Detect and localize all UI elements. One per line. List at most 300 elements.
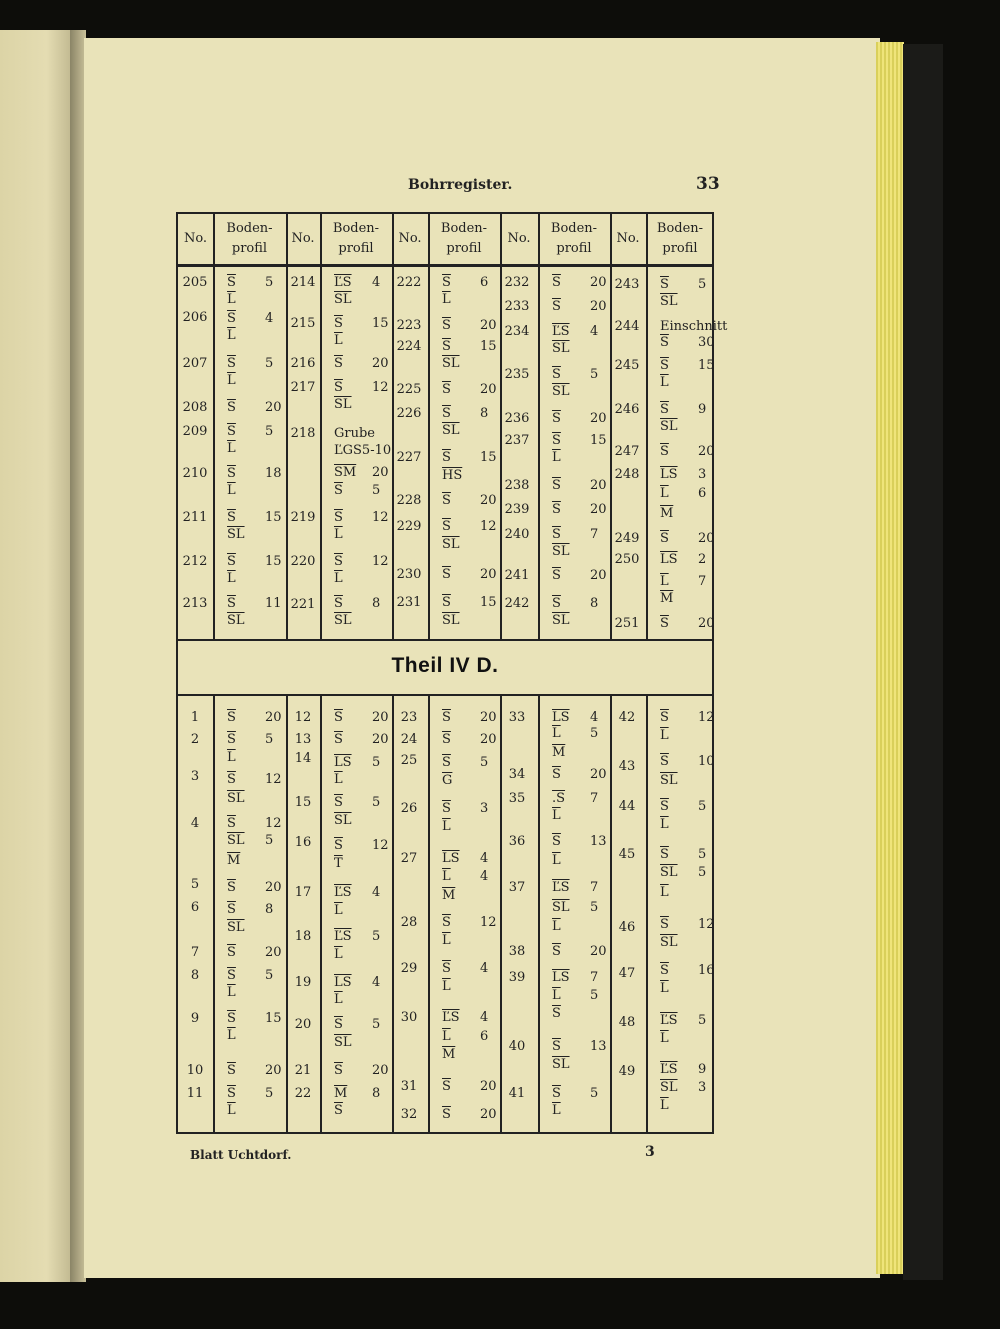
soil-code: $\overline{S}$ bbox=[442, 450, 451, 465]
column-header-profile: Boden- profil bbox=[550, 221, 598, 256]
soil-code: $\overline{SL}$ bbox=[552, 613, 570, 628]
soil-code: $\overline{L}$ bbox=[442, 933, 451, 948]
boring-number: 248 bbox=[614, 467, 640, 482]
soil-profile-entry bbox=[442, 820, 472, 834]
soil-code: $\overline{S}$ bbox=[442, 339, 451, 354]
depth-value: 12 bbox=[372, 380, 389, 395]
soil-code: $\overline{L}$ bbox=[334, 333, 343, 348]
column-rule bbox=[538, 694, 540, 1134]
soil-profile-entry bbox=[660, 507, 690, 521]
boring-number: 238 bbox=[504, 478, 530, 493]
soil-code: $\overline{S}$ bbox=[552, 299, 561, 314]
boring-number: 38 bbox=[508, 944, 526, 959]
soil-code: $\overline{L}$ bbox=[660, 728, 669, 743]
boring-number: 37 bbox=[508, 880, 526, 895]
boring-number: 19 bbox=[294, 975, 312, 990]
soil-code: $\overline{LS}$ bbox=[334, 755, 352, 770]
depth-value: 20 bbox=[480, 318, 497, 333]
soil-profile-entry bbox=[552, 1040, 607, 1054]
soil-code: $\overline{M}$ bbox=[660, 591, 674, 606]
soil-profile-entry bbox=[442, 962, 488, 976]
soil-code: $\overline{S}$ bbox=[227, 554, 236, 569]
boring-number: 41 bbox=[508, 1086, 526, 1101]
depth-value: 4 bbox=[372, 885, 381, 900]
depth-value: 15 bbox=[265, 510, 282, 525]
soil-profile-entry bbox=[552, 1104, 582, 1118]
soil-code: $\overline{SL}$ bbox=[334, 292, 352, 307]
soil-profile-entry bbox=[660, 1063, 706, 1077]
soil-profile-entry bbox=[660, 964, 715, 978]
depth-value: 15 bbox=[480, 450, 497, 465]
boring-number: 43 bbox=[618, 759, 636, 774]
soil-code: $\overline{S}$ bbox=[334, 510, 343, 525]
soil-code: $\overline{S}$ bbox=[227, 1086, 236, 1101]
soil-code: $\overline{S}$ bbox=[227, 772, 236, 787]
soil-profile-entry bbox=[552, 412, 607, 426]
soil-profile-entry bbox=[334, 528, 364, 542]
soil-code: $\overline{SL}$ bbox=[334, 613, 352, 628]
soil-code: $\overline{S}$ bbox=[442, 567, 451, 582]
depth-value: 12 bbox=[265, 772, 282, 787]
soil-code: $\overline{L}$ bbox=[334, 571, 343, 586]
depth-value: 5 bbox=[590, 988, 599, 1003]
boring-number: 207 bbox=[182, 356, 208, 371]
soil-code: $\overline{S}$ bbox=[660, 616, 669, 631]
soil-profile-entry bbox=[552, 325, 598, 339]
boring-number: 232 bbox=[504, 275, 530, 290]
soil-profile-entry bbox=[442, 1108, 497, 1122]
boring-number: 11 bbox=[186, 1086, 204, 1101]
soil-profile-entry bbox=[552, 597, 598, 611]
soil-profile-entry bbox=[552, 1007, 582, 1021]
soil-profile-entry bbox=[660, 359, 715, 373]
soil-profile-entry bbox=[227, 946, 282, 960]
soil-code: $\overline{S}$ bbox=[552, 433, 561, 448]
depth-value: 20 bbox=[698, 531, 715, 546]
soil-code: $\overline{S}$ bbox=[552, 502, 561, 517]
soil-code: $\overline{S}$ bbox=[334, 732, 343, 747]
boring-number: 29 bbox=[400, 961, 418, 976]
soil-profile-entry bbox=[442, 1011, 488, 1025]
soil-profile-entry bbox=[227, 614, 257, 628]
soil-code: $\overline{S}$ bbox=[227, 466, 236, 481]
soil-profile-entry bbox=[660, 532, 715, 546]
soil-code: $\overline{S}$ bbox=[334, 1063, 343, 1078]
soil-code: $\overline{S}$ bbox=[442, 1079, 451, 1094]
soil-code: $\overline{T}$ bbox=[334, 856, 343, 871]
soil-profile-entry bbox=[334, 276, 380, 290]
boring-number: 240 bbox=[504, 527, 530, 542]
soil-code: $\overline{S}$ bbox=[227, 902, 236, 917]
soil-code: $\overline{S}$ bbox=[552, 568, 561, 583]
depth-value: 5 bbox=[372, 483, 381, 498]
depth-value: 6 bbox=[480, 275, 489, 290]
boring-number: 224 bbox=[396, 339, 422, 354]
depth-value: 20 bbox=[265, 400, 282, 415]
soil-code: $\overline{M}$ bbox=[660, 506, 674, 521]
soil-profile-entry bbox=[442, 451, 497, 465]
soil-code: $\overline{L}$ bbox=[227, 292, 236, 307]
soil-profile-entry bbox=[552, 854, 582, 868]
depth-value: 12 bbox=[480, 519, 497, 534]
soil-profile-entry bbox=[552, 528, 598, 542]
page-number: 33 bbox=[696, 174, 720, 194]
column-header-no: No. bbox=[291, 231, 315, 246]
boring-number: 221 bbox=[290, 597, 316, 612]
soil-profile-entry bbox=[442, 357, 472, 371]
depth-value: 12 bbox=[480, 915, 497, 930]
soil-code: $\overline{L}$ bbox=[660, 1098, 669, 1113]
depth-value: 4 bbox=[480, 961, 489, 976]
column-header-no: No. bbox=[616, 231, 640, 246]
soil-profile-entry bbox=[334, 886, 380, 900]
soil-code: $\overline{M}$ bbox=[442, 1047, 456, 1062]
soil-code: $\overline{L}$ bbox=[660, 817, 669, 832]
footer-signature: 3 bbox=[645, 1144, 655, 1160]
soil-profile-entry bbox=[334, 466, 389, 480]
depth-value: 20 bbox=[480, 493, 497, 508]
boring-number: 32 bbox=[400, 1107, 418, 1122]
boring-number: 31 bbox=[400, 1079, 418, 1094]
depth-value: 20 bbox=[480, 382, 497, 397]
boring-number: 230 bbox=[396, 567, 422, 582]
soil-code: $\overline{S}$ bbox=[442, 406, 451, 421]
soil-profile-entry bbox=[227, 817, 282, 831]
soil-profile-entry bbox=[660, 487, 706, 501]
soil-profile-entry bbox=[334, 773, 364, 787]
depth-value: 20 bbox=[590, 275, 607, 290]
depth-value: 8 bbox=[372, 1086, 381, 1101]
depth-value: 3 bbox=[480, 801, 489, 816]
soil-code: $\overline{LS}$ bbox=[660, 552, 678, 567]
boring-number: 3 bbox=[190, 769, 200, 784]
soil-profile-entry bbox=[227, 467, 282, 481]
soil-profile-entry bbox=[334, 334, 364, 348]
soil-profile-entry bbox=[227, 1064, 282, 1078]
boring-number: 49 bbox=[618, 1064, 636, 1079]
soil-profile-entry bbox=[660, 711, 715, 725]
soil-code: $\overline{S}$ bbox=[660, 847, 669, 862]
boring-number: 14 bbox=[294, 751, 312, 766]
depth-value: 5 bbox=[698, 277, 707, 292]
boring-number: 228 bbox=[396, 493, 422, 508]
soil-code: $\overline{SL}$ bbox=[334, 813, 352, 828]
depth-value: 5 bbox=[698, 847, 707, 862]
soil-profile-entry bbox=[660, 886, 690, 900]
soil-code: $\overline{S}$ bbox=[660, 444, 669, 459]
depth-value: 5 bbox=[265, 356, 274, 371]
depth-value: 11 bbox=[265, 596, 282, 611]
depth-value: 5 bbox=[265, 275, 274, 290]
soil-profile-entry bbox=[660, 336, 715, 350]
soil-profile-entry bbox=[442, 407, 488, 421]
soil-profile-entry bbox=[660, 848, 706, 862]
soil-code: $\overline{SL}$ bbox=[442, 613, 460, 628]
boring-number: 239 bbox=[504, 502, 530, 517]
depth-value: 9 bbox=[698, 402, 707, 417]
boring-number: 7 bbox=[190, 945, 200, 960]
soil-profile-entry bbox=[442, 520, 497, 534]
column-header-no: No. bbox=[183, 231, 208, 246]
boring-number: 23 bbox=[400, 710, 418, 725]
boring-number: 249 bbox=[614, 531, 640, 546]
soil-profile-entry bbox=[660, 403, 706, 417]
soil-code: $\overline{L}$ bbox=[442, 869, 451, 884]
soil-profile-entry bbox=[660, 420, 690, 434]
soil-code: $\overline{M}$ bbox=[442, 888, 456, 903]
boring-number: 231 bbox=[396, 595, 422, 610]
depth-value: 5 bbox=[372, 795, 381, 810]
soil-profile-entry bbox=[227, 528, 257, 542]
soil-profile-entry bbox=[334, 857, 364, 871]
soil-code: $\overline{SL}$ bbox=[552, 384, 570, 399]
soil-profile-entry bbox=[552, 971, 598, 985]
soil-code: $\overline{S}$ bbox=[552, 1086, 561, 1101]
soil-profile-entry bbox=[660, 774, 690, 788]
depth-value: 12 bbox=[698, 710, 715, 725]
soil-profile-entry bbox=[660, 936, 690, 950]
soil-code: $\overline{S}$ bbox=[552, 834, 561, 849]
soil-profile-entry bbox=[660, 1032, 690, 1046]
soil-profile-entry bbox=[334, 398, 364, 412]
soil-code: $\overline{L}$ bbox=[227, 483, 236, 498]
soil-profile-entry bbox=[552, 545, 582, 559]
soil-code: $\overline{S}$ bbox=[552, 478, 561, 493]
soil-code: $\overline{ĽS}$ bbox=[442, 1010, 460, 1025]
depth-value: 8 bbox=[265, 902, 274, 917]
boring-number: 16 bbox=[294, 835, 312, 850]
soil-profile-entry bbox=[334, 976, 380, 990]
soil-code: $\overline{L}$ bbox=[227, 1028, 236, 1043]
soil-profile-entry bbox=[660, 575, 706, 589]
soil-code: $\overline{S}$ bbox=[660, 358, 669, 373]
soil-code: $\overline{M}$ bbox=[334, 1086, 348, 1101]
soil-code: $\overline{L}$ bbox=[334, 772, 343, 787]
soil-profile-entry bbox=[334, 444, 391, 458]
boring-number: 242 bbox=[504, 596, 530, 611]
left-page bbox=[0, 30, 78, 1282]
column-rule bbox=[428, 214, 430, 639]
page-edges bbox=[876, 42, 904, 1274]
soil-code: $\overline{S}$ bbox=[442, 915, 451, 930]
soil-profile-entry bbox=[334, 614, 364, 628]
soil-code: $\overline{S}$ bbox=[334, 316, 343, 331]
soil-code: $\overline{S}$ bbox=[227, 596, 236, 611]
soil-profile-entry bbox=[442, 1048, 472, 1062]
depth-value: 5 bbox=[590, 367, 599, 382]
depth-value: 5 bbox=[372, 929, 381, 944]
soil-code: $\overline{L}$ bbox=[552, 1103, 561, 1118]
depth-value: 20 bbox=[590, 299, 607, 314]
soil-code: $\overline{SL}$ bbox=[227, 920, 245, 935]
depth-value: 20 bbox=[480, 567, 497, 582]
soil-profile-entry bbox=[552, 385, 582, 399]
soil-profile-entry bbox=[227, 357, 273, 371]
soil-code: $\overline{SL}$ bbox=[227, 791, 245, 806]
soil-profile-entry bbox=[552, 503, 607, 517]
soil-profile-entry bbox=[227, 442, 257, 456]
soil-code: $\overline{S}$ bbox=[442, 382, 451, 397]
depth-value: 5 bbox=[372, 1017, 381, 1032]
soil-code: Grube bbox=[334, 426, 375, 441]
boring-number: 1 bbox=[190, 710, 200, 725]
soil-code: $\overline{L}$ bbox=[660, 981, 669, 996]
soil-profile-entry bbox=[334, 1064, 389, 1078]
soil-profile-entry bbox=[552, 1058, 582, 1072]
depth-value: 5 bbox=[590, 726, 599, 741]
boring-number: 46 bbox=[618, 920, 636, 935]
boring-number: 245 bbox=[614, 358, 640, 373]
soil-code: $\overline{S}$ bbox=[227, 356, 236, 371]
soil-profile-entry bbox=[334, 555, 389, 569]
depth-value: 15 bbox=[265, 1011, 282, 1026]
boring-number: 27 bbox=[400, 851, 418, 866]
boring-number: 210 bbox=[182, 466, 208, 481]
column-header-profile: Boden- profil bbox=[332, 221, 380, 256]
depth-value: 16 bbox=[698, 963, 715, 978]
depth-value: 5 bbox=[265, 968, 274, 983]
soil-code: .S bbox=[552, 791, 566, 806]
depth-value: 20 bbox=[480, 1079, 497, 1094]
soil-code: $\overline{SL}$ bbox=[552, 544, 570, 559]
soil-profile-entry bbox=[227, 312, 273, 326]
column-rule bbox=[320, 694, 322, 1134]
soil-code: Einschnitt bbox=[660, 319, 728, 334]
depth-value: 4 bbox=[480, 851, 489, 866]
depth-value: 20 bbox=[698, 616, 715, 631]
soil-code: $\overline{S}$ bbox=[334, 483, 343, 498]
soil-code: ĽGS5-10 bbox=[334, 443, 392, 458]
depth-value: 7 bbox=[590, 970, 599, 985]
soil-code: $\overline{S}$ bbox=[334, 710, 343, 725]
soil-code: $\overline{S}$ bbox=[660, 963, 669, 978]
depth-value: 8 bbox=[480, 406, 489, 421]
soil-profile-entry bbox=[552, 711, 598, 725]
soil-profile-entry bbox=[442, 980, 472, 994]
soil-profile-entry bbox=[552, 809, 582, 823]
soil-profile-entry bbox=[227, 711, 282, 725]
depth-value: 20 bbox=[265, 945, 282, 960]
boring-number: 247 bbox=[614, 444, 640, 459]
soil-profile-entry bbox=[660, 755, 715, 769]
boring-number: 250 bbox=[614, 552, 640, 567]
soil-code: $\overline{LS}$ bbox=[334, 975, 352, 990]
depth-value: 6 bbox=[698, 486, 707, 501]
soil-profile-entry bbox=[334, 993, 364, 1007]
depth-value: 15 bbox=[480, 595, 497, 610]
boring-number: 6 bbox=[190, 900, 200, 915]
soil-code: $\overline{S}$ bbox=[660, 277, 669, 292]
soil-code: $\overline{SL}$ bbox=[660, 1080, 678, 1095]
soil-profile-entry bbox=[660, 1099, 690, 1113]
soil-profile-entry bbox=[334, 1087, 380, 1101]
boring-number: 208 bbox=[182, 400, 208, 415]
boring-number: 36 bbox=[508, 834, 526, 849]
boring-number: 28 bbox=[400, 915, 418, 930]
soil-profile-entry bbox=[442, 276, 488, 290]
soil-profile-entry bbox=[334, 948, 364, 962]
soil-profile-entry bbox=[227, 374, 257, 388]
soil-code: $\overline{SL}$ bbox=[334, 397, 352, 412]
soil-code: $\overline{S}$ bbox=[227, 400, 236, 415]
soil-code: $\overline{S}$ bbox=[227, 968, 236, 983]
soil-profile-entry bbox=[660, 982, 690, 996]
depth-value: 4 bbox=[590, 324, 599, 339]
depth-value: 20 bbox=[372, 465, 389, 480]
depth-value: 30 bbox=[698, 335, 715, 350]
soil-code: $\overline{S}$ bbox=[442, 275, 451, 290]
boring-number: 2 bbox=[190, 732, 200, 747]
soil-code: $\overline{L}$ bbox=[334, 527, 343, 542]
boring-number: 22 bbox=[294, 1086, 312, 1101]
depth-value: 5 bbox=[698, 865, 707, 880]
soil-profile-entry bbox=[552, 614, 582, 628]
soil-profile-entry bbox=[227, 834, 273, 848]
soil-profile-entry bbox=[660, 295, 690, 309]
depth-value: 20 bbox=[265, 880, 282, 895]
soil-profile-entry bbox=[442, 424, 472, 438]
boring-number: 234 bbox=[504, 324, 530, 339]
soil-profile-entry bbox=[227, 773, 282, 787]
depth-value: 8 bbox=[372, 596, 381, 611]
depth-value: 8 bbox=[590, 596, 599, 611]
soil-code: $\overline{ĽS}$ bbox=[552, 324, 570, 339]
boring-number: 39 bbox=[508, 970, 526, 985]
depth-value: 20 bbox=[372, 1063, 389, 1078]
soil-code: $\overline{L}$ bbox=[660, 574, 669, 589]
soil-code: $\overline{ĽS}$ bbox=[552, 880, 570, 895]
soil-profile-entry bbox=[334, 796, 380, 810]
footer-sheet-name: Blatt Uchtdorf. bbox=[190, 1148, 292, 1162]
soil-code: $\overline{L}$ bbox=[660, 486, 669, 501]
soil-code: $\overline{SL}$ bbox=[227, 833, 245, 848]
soil-code: $\overline{L}$ bbox=[334, 947, 343, 962]
soil-code: $\overline{S}$ bbox=[227, 311, 236, 326]
soil-code: $\overline{SL}$ bbox=[660, 294, 678, 309]
section-divider-bottom bbox=[178, 694, 712, 696]
soil-code: $\overline{S}$ bbox=[442, 801, 451, 816]
depth-value: 12 bbox=[265, 816, 282, 831]
soil-code: $\overline{L}$ bbox=[442, 819, 451, 834]
soil-profile-entry bbox=[227, 293, 257, 307]
depth-value: 6 bbox=[480, 1029, 489, 1044]
depth-value: 5 bbox=[265, 833, 274, 848]
soil-profile-entry bbox=[227, 733, 273, 747]
soil-profile-entry bbox=[660, 866, 706, 880]
soil-code: $\overline{S}$ bbox=[227, 816, 236, 831]
boring-number: 209 bbox=[182, 424, 208, 439]
soil-code: $\overline{S}$ bbox=[334, 596, 343, 611]
soil-code: $\overline{SL}$ bbox=[442, 537, 460, 552]
soil-code: $\overline{L}$ bbox=[227, 373, 236, 388]
boring-number: 237 bbox=[504, 433, 530, 448]
soil-code: $\overline{SL}$ bbox=[660, 419, 678, 434]
depth-value: 4 bbox=[372, 975, 381, 990]
soil-code: $\overline{S}$ bbox=[442, 732, 451, 747]
soil-code: $\overline{SL}$ bbox=[227, 613, 245, 628]
soil-profile-entry bbox=[334, 484, 380, 498]
soil-profile-entry bbox=[227, 881, 282, 895]
soil-profile-entry bbox=[552, 569, 607, 583]
soil-profile-entry bbox=[442, 293, 472, 307]
boring-number: 215 bbox=[290, 316, 316, 331]
soil-profile-entry bbox=[334, 427, 375, 441]
soil-profile-entry bbox=[227, 969, 273, 983]
soil-profile-entry bbox=[552, 1087, 598, 1101]
soil-code: $\overline{L}$ bbox=[442, 979, 451, 994]
soil-profile-entry bbox=[442, 494, 497, 508]
soil-profile-entry bbox=[334, 733, 389, 747]
